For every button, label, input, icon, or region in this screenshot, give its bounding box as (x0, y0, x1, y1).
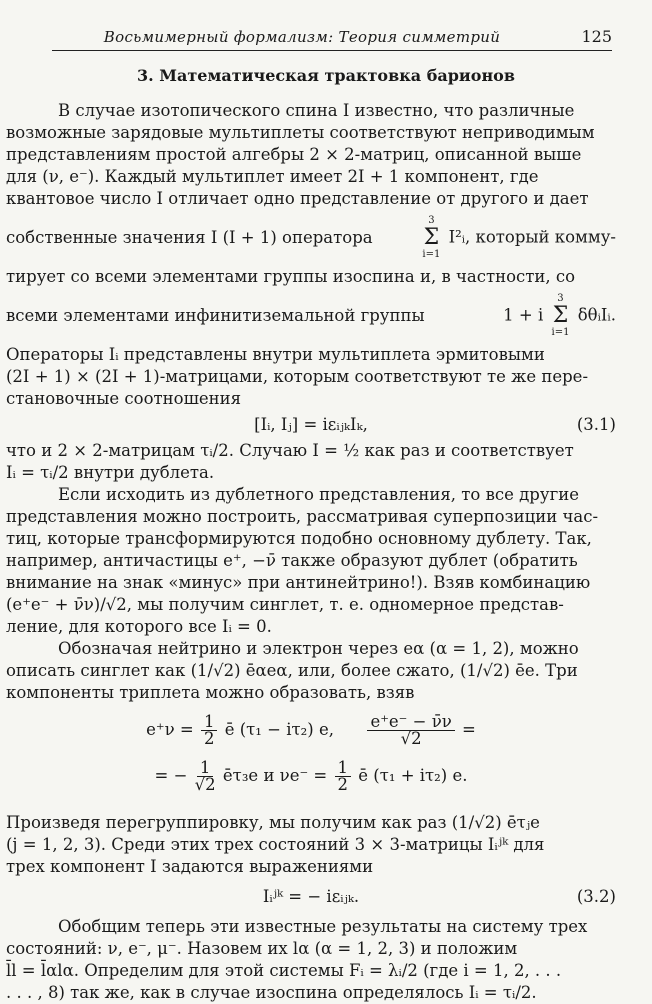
fraction-one-over-sqrt2 (195, 760, 216, 793)
running-title: Восьмимерный формализм: Теория симметрий (103, 28, 501, 46)
fraction-numerator: 1 (201, 714, 218, 731)
equation-body: [Iᵢ, Iⱼ] = iεᵢⱼₖIₖ, (254, 415, 368, 434)
text-line: трех компонент I задаются выражениями (6, 857, 374, 876)
section-title: 3. Математическая трактовка барионов (137, 66, 515, 85)
fraction-denominator: √2 (400, 729, 422, 748)
summation-symbol (552, 293, 570, 339)
text-line: Операторы Iᵢ представлены внутри мультиплета эрмитовыми (6, 345, 545, 364)
text-line: представления можно построить, рассматривая суперпозиции час- (6, 507, 599, 526)
summation-symbol (422, 215, 440, 261)
text-line: например, античастицы e⁺, −ν̄ также образуют дублет (обратить (6, 551, 578, 570)
text-line: компоненты триплета можно образовать, взяв (6, 683, 415, 702)
sum-lower-limit: i=1 (551, 327, 570, 338)
text-line: Произведя перегруппировку, мы получим как раз (1/√2) ēτⱼe (6, 813, 540, 832)
text-line: В случае изотопического спина I известно, что различные (58, 101, 575, 120)
fraction-numerator: 1 (335, 760, 352, 777)
equation-3-2 (6, 886, 616, 908)
sum-lower-limit: i=1 (422, 249, 441, 260)
triplet-equation-line-1 (6, 714, 616, 756)
text-line: тирует со всеми элементами группы изоспина и, в частности, со (6, 267, 576, 286)
text-line: Обозначая нейтрино и электрон через eα (α = 1, 2), можно (58, 639, 579, 658)
text-line: . . . , 8) так же, как в случае изоспина определялось Iᵢ = τᵢ/2. (6, 983, 537, 1002)
sum-upper-limit: 3 (428, 215, 435, 226)
sigma-glyph: Σ (423, 225, 440, 250)
triplet-equation-line-2 (6, 760, 616, 804)
text-line: представлениям простой алгебры 2 × 2-матриц, описанной выше (6, 145, 582, 164)
text-line: Если исходить из дублетного представления, то все другие (58, 485, 579, 504)
text-line: (e⁺e⁻ + ν̄ν)/√2, мы получим синглет, т. е. одномерное представ- (6, 595, 564, 614)
sum-upper-limit: 3 (557, 293, 564, 304)
eq-fragment: = (462, 720, 476, 739)
text-line: описать синглет как (1/√2) ēαeα, или, более сжато, (1/√2) ēe. Три (6, 661, 578, 680)
text-line: (j = 1, 2, 3). Среди этих трех состояний 3 × 3-матрицы Iᵢʲᵏ для (6, 835, 545, 854)
text-line: состояний: ν, e⁻, μ⁻. Назовем их lα (α = 1, 2, 3) и положим (6, 939, 518, 958)
text-line: квантовое число I отличает одно представление от другого и дает (6, 189, 589, 208)
equation-body: Iᵢʲᵏ = − iεᵢⱼₖ. (262, 887, 360, 906)
text-fragment: I²ᵢ, который комму- (448, 227, 616, 247)
eq-fragment: = − (154, 766, 188, 785)
text-line: Iᵢ = τᵢ/2 внутри дублета. (6, 463, 215, 482)
text-line: возможные зарядовые мультиплеты соответствуют неприводимым (6, 123, 595, 142)
fraction-one-half (335, 760, 352, 793)
fraction-numerator: e⁺e⁻ − ν̄ν (367, 714, 454, 731)
eq-fragment: ē (τ₁ + iτ₂) e. (358, 766, 468, 785)
text-fragment: δθᵢIᵢ. (577, 305, 616, 325)
fraction-one-half (201, 714, 218, 747)
fraction-denominator: 2 (337, 775, 349, 794)
sigma-glyph: Σ (552, 303, 569, 328)
equation-3-1 (6, 414, 616, 436)
fraction-denominator: 2 (203, 729, 215, 748)
text-line: тиц, которые трансформируются подобно основному дублету. Так, (6, 529, 592, 548)
text-line: Обобщим теперь эти известные результаты на систему трех (58, 917, 588, 936)
text-line-with-sum (6, 288, 616, 344)
text-fragment: всеми элементами инфинитиземальной группы (6, 306, 425, 325)
text-line: что и 2 × 2-матрицам τᵢ/2. Случаю I = ½ как раз и соответствует (6, 441, 574, 460)
text-fragment: собственные значения I (I + 1) оператора (6, 228, 373, 247)
text-line-with-sum (6, 210, 616, 266)
text-line: для (ν, e⁻). Каждый мультиплет имеет 2I + 1 компонент, где (6, 167, 539, 186)
equation-number: (3.1) (576, 415, 616, 434)
text-line: внимание на знак «минус» при антинейтрино!). Взяв комбинацию (6, 573, 591, 592)
eq-fragment: e⁺ν = (146, 720, 194, 739)
fraction-numerator: 1 (197, 760, 214, 777)
text-line: l̄l = l̄αlα. Определим для этой системы Fᵢ = λᵢ/2 (где i = 1, 2, . . . (6, 961, 562, 980)
eq-fragment: ēτ₃e и νe⁻ = (222, 766, 328, 785)
running-header (52, 24, 612, 51)
text-line: (2I + 1) × (2I + 1)-матрицами, которым соответствуют те же пере- (6, 367, 589, 386)
equation-number: (3.2) (576, 887, 616, 906)
text-line: ление, для которого все Iᵢ = 0. (6, 617, 272, 636)
main-text (6, 100, 616, 1004)
text-fragment: 1 + i (503, 305, 544, 325)
eq-fragment: ē (τ₁ − iτ₂) e, (224, 720, 334, 739)
fraction-denominator: √2 (194, 775, 216, 794)
page-number: 125 (581, 27, 612, 46)
fraction-triplet-middle (367, 714, 454, 747)
text-line: становочные соотношения (6, 389, 242, 408)
